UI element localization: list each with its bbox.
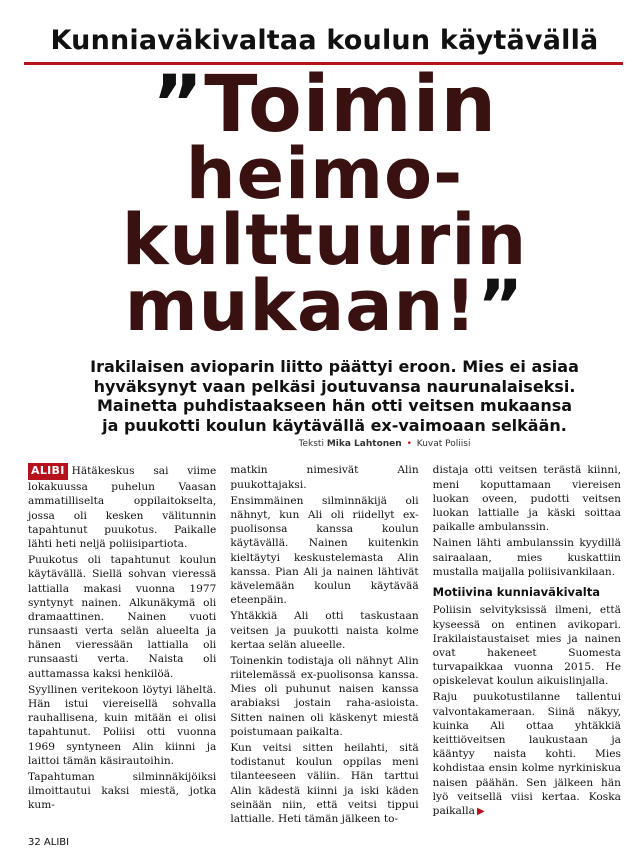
byline-photo-label: Kuvat bbox=[416, 439, 443, 450]
byline-text-author: Mika Lahtonen bbox=[326, 439, 402, 450]
page-footer: 32 ALIBI bbox=[28, 837, 70, 848]
paragraph: distaja otti veitsen terästä kiinni, meni koputtamaan viereisen luokan oveen, pudotti veitsen luokan lattialle ja käski soittaa paikalle ambulanssin. bbox=[432, 464, 621, 534]
byline-photo-author: Poliisi bbox=[445, 439, 471, 450]
magazine-page bbox=[0, 26, 643, 856]
headline-close-quote: ” bbox=[477, 264, 525, 347]
paragraph bbox=[28, 463, 216, 551]
lead-paragraph: Irakilaisen avioparin liitto päättyi eroon. Mies ei asiaa hyväksynyt vaan pelkäsi joutuvansa naurunalaiseksi. Mainetta puhdistaakseen hän otti veitsen mukaansa ja puukotti koulun käytävällä ex-vaimoaan selkään. bbox=[90, 357, 579, 435]
headline-line-2: heimo- bbox=[185, 133, 464, 215]
paragraph: Toinenkin todistaja oli nähnyt Alin riitelemässä ex-puolisonsa kanssa. Mies oli puhunut naisen kanssa arabiaksi jostain raha-asioista. Sitten nainen oli käskenyt miestä poistumaan paikalta. bbox=[230, 654, 419, 738]
paragraph-text: Raju puukotustilanne tallentui valvontakameraan. Siinä näkyy, kuinka Ali ottaa yhtäkkiä keittiöveitsen laukustaan ja kääntyy naista kohti. Mies kohdistaa ensin kolme nyrkiniskua naisen päähän. Sen jälkeen hän lyö veitsellä viisi kertaa. Koska paikalla bbox=[432, 691, 621, 817]
article-column-1 bbox=[28, 463, 216, 828]
headline-word-4: mukaan! bbox=[124, 264, 478, 347]
paragraph: Tapahtuman silminnäkijöiksi ilmoittautui kaksi miestä, jotka kum- bbox=[28, 770, 217, 812]
paragraph: Puukotus oli tapahtunut koulun käytävällä. Siellä sohvan vieressä lattialla makasi vuonna 1977 syntynyt nainen. Alkunäkymä oli dramaattinen. Nainen vuoti runsaasti verta selän alueelta ja hänen vieressään lattialla oli runsaasti verta. Naista oli auttamassa kaksi henkilöä. bbox=[28, 554, 217, 680]
alibi-badge: ALIBI bbox=[28, 463, 68, 480]
paragraph: Syyllinen veritekoon löytyi läheltä. Hän istui viereisellä sohvalla rauhallisena, kuin mitään ei olisi tapahtunut. Poliisi otti vuonna 1969 syntyneen Alin kiinni ja laittoi tämän käsirautoihin. bbox=[28, 683, 217, 767]
paragraph: Poliisin selvityksissä ilmeni, että kyseessä on entinen avikopari. Irakilaistaustaiset mies ja nainen ovat hakeneet Suomesta turvapaikkaa vuonna 2015. He opiskelevat koulun aikuislinjalla. bbox=[432, 604, 621, 688]
paragraph: Nainen lähti ambulanssin kyydillä sairaalaan, mies kuskattiin mustalla maijalla poliisivankilaan. bbox=[432, 537, 621, 578]
paragraph-text: Hätäkeskus sai viime lokakuussa puhelun Vaasan ammatilliselta oppilaitokselta, jossa oli kesken välitunnin tapahtunut puukotus. Paikalle lähti heti neljä poliisipartiota. bbox=[28, 465, 217, 550]
article-columns bbox=[28, 463, 621, 828]
section-title: Kunniaväkivaltaa koulun käytävällä bbox=[50, 25, 599, 56]
continue-arrow-icon: ▶ bbox=[476, 805, 485, 817]
article-column-3 bbox=[433, 463, 621, 828]
paragraph: Ensimmäinen silminnäkijä oli nähnyt, kun Ali oli riidellyt ex-puolisonsa kanssa koulun käytävällä. Nainen kuitenkin kieltäytyi keskustelemasta Alin kanssa. Pian Ali ja nainen lähtivät kävelemään koulun käytävää eteenpäin. bbox=[230, 494, 419, 607]
article-column-2 bbox=[230, 463, 418, 828]
paragraph: Kun veitsi sitten heilahti, sitä todistanut koulun oppilas meni tilanteeseen väliin. Hän tarttui Alin kädestä kiinni ja iski käden seinään niin, että veitsi tippui lattialle. Heti tämän jälkeen to- bbox=[230, 742, 419, 825]
headline bbox=[28, 59, 621, 347]
headline-line-1 bbox=[28, 59, 621, 150]
byline bbox=[28, 439, 621, 449]
headline-word-1: Toimin bbox=[204, 59, 497, 150]
headline-open-quote: ” bbox=[152, 59, 205, 150]
headline-line-4 bbox=[28, 264, 621, 347]
byline-text-label: Teksti bbox=[298, 439, 324, 450]
subheading: Motiivina kunniaväkivalta bbox=[432, 584, 600, 599]
paragraph bbox=[433, 690, 621, 818]
paragraph: matkin nimesivät Alin puukottajaksi. bbox=[230, 464, 419, 491]
paragraph: Yhtäkkiä Ali otti taskustaan veitsen ja puukotti naista kolme kertaa selän alueelle. bbox=[230, 610, 419, 651]
headline-line-3: kulttuurin bbox=[121, 198, 528, 281]
byline-bullet: • bbox=[406, 439, 412, 450]
